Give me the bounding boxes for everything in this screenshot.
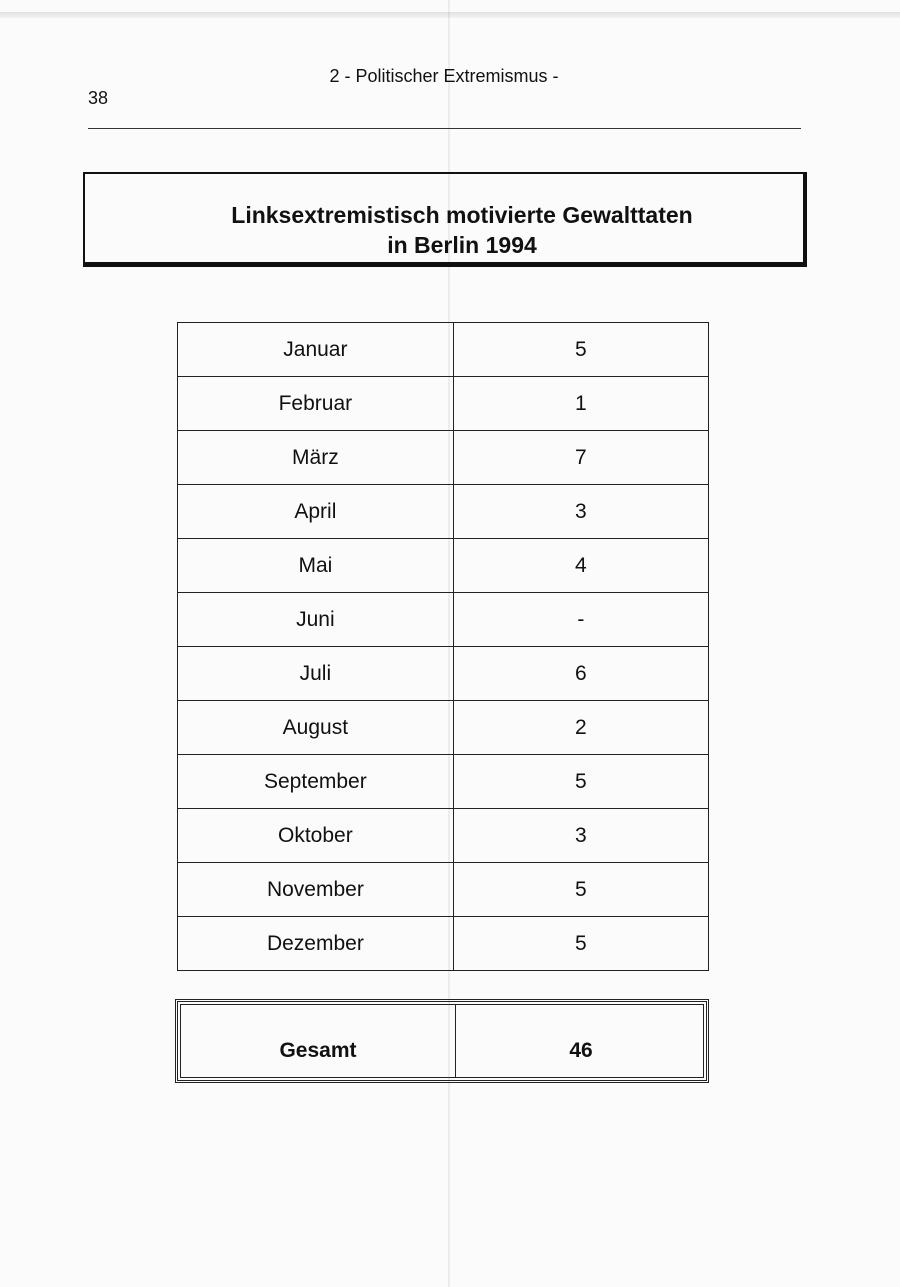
running-header-text: 2 - Politischer Extremismus - [329, 66, 559, 86]
count-cell: 5 [453, 917, 708, 971]
month-cell: November [178, 863, 454, 917]
month-cell: August [178, 701, 454, 755]
count-cell: 5 [453, 323, 708, 377]
title-box [83, 172, 807, 267]
month-cell: März [178, 431, 454, 485]
title-line-1: Linksextremistisch motivierte Gewalttaten [231, 202, 693, 228]
table-row [178, 917, 709, 971]
total-inner-frame [180, 1004, 704, 1078]
count-cell: 6 [453, 647, 708, 701]
table-row [178, 377, 709, 431]
table-row [178, 539, 709, 593]
total-label: Gesamt [279, 1039, 357, 1062]
count-cell: 3 [453, 485, 708, 539]
count-cell: 7 [453, 431, 708, 485]
count-cell: 4 [453, 539, 708, 593]
month-cell: Oktober [178, 809, 454, 863]
table-row [178, 431, 709, 485]
total-box [175, 999, 709, 1083]
month-cell: Juni [178, 593, 454, 647]
table-row [178, 485, 709, 539]
month-cell: April [178, 485, 454, 539]
scan-edge [0, 12, 900, 18]
running-header [0, 66, 900, 87]
count-cell: 5 [453, 755, 708, 809]
table-row [178, 647, 709, 701]
table-row [178, 809, 709, 863]
title-line-2: in Berlin 1994 [387, 232, 537, 258]
page-number: 38 [88, 88, 109, 108]
total-value: 46 [569, 1039, 593, 1062]
month-cell: Juli [178, 647, 454, 701]
count-cell: - [453, 593, 708, 647]
month-cell: Februar [178, 377, 454, 431]
count-cell: 3 [453, 809, 708, 863]
count-cell: 1 [453, 377, 708, 431]
table-row [178, 755, 709, 809]
count-cell: 5 [453, 863, 708, 917]
header-rule [88, 128, 801, 129]
count-cell: 2 [453, 701, 708, 755]
month-cell: Mai [178, 539, 454, 593]
table-row [178, 593, 709, 647]
table-row [178, 701, 709, 755]
table-row [178, 863, 709, 917]
table-row [178, 323, 709, 377]
month-cell: Januar [178, 323, 454, 377]
month-cell: Dezember [178, 917, 454, 971]
month-cell: September [178, 755, 454, 809]
monthly-table [177, 322, 709, 971]
